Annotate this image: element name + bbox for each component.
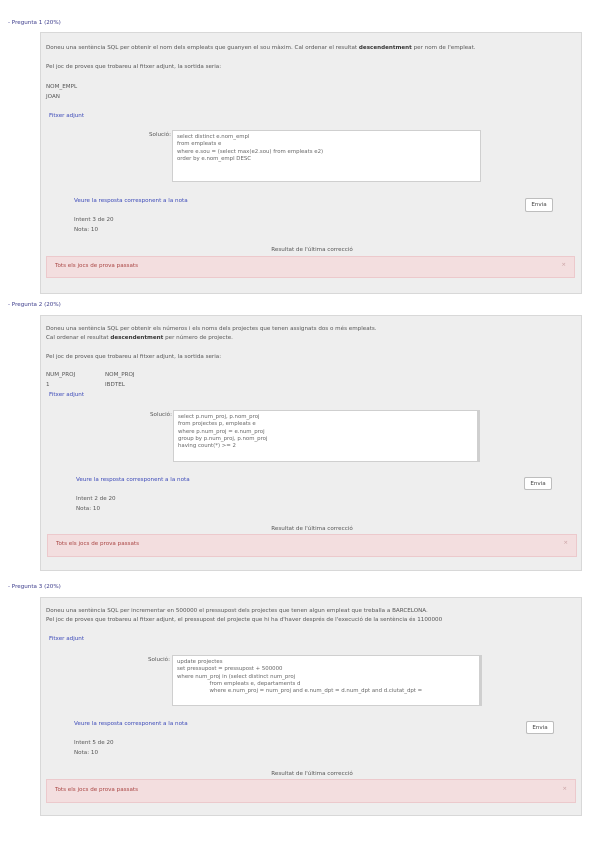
question-3-answer-link[interactable]: Veure la resposta corresponent a la nota: [74, 721, 188, 727]
code-line: select p.num_proj, p.nom_proj: [178, 414, 260, 420]
code-line: group by p.num_proj, p.nom_proj: [178, 435, 268, 442]
grade: Nota: 10: [74, 227, 99, 233]
code-line: from empleats e: [177, 141, 222, 148]
alert-text: Tots els jocs de prova passats: [55, 263, 138, 269]
output-header-col-2: NOM_PROJ: [105, 372, 135, 378]
question-1-heading: - Pregunta 1 (20%): [8, 20, 61, 26]
code-line: set pressupost = pressupost + 500000: [177, 666, 283, 673]
question-3-statement-line-2: Pel joc de proves que trobareu al fitxer adjunt, el pressupost del projecte que hi ha d'haver després de l'execució de la sentència és 1100000: [46, 617, 443, 623]
code-line: where num_proj in (select distinct num_proj: [177, 673, 296, 680]
question-1-statement: Doneu una sentència SQL per obtenir el nom dels empleats que guanyen el sou màxim. Cal ordenar el resultat descendentment per nom de l'empleat.: [46, 45, 476, 51]
output-row-col-2: IBDTEL: [105, 382, 125, 388]
question-1-answer-link[interactable]: Veure la resposta corresponent a la nota: [74, 198, 188, 204]
output-header: NOM_EMPL: [46, 84, 78, 90]
result-title: Resultat de l'última correcció: [271, 526, 353, 532]
question-2-statement-line-2: Cal ordenar el resultat descendentment per número de projecte.: [46, 335, 233, 341]
code-line: order by e.nom_empl DESC: [177, 155, 252, 162]
question-1-panel: [40, 32, 582, 294]
question-1-test-intro: Pel joc de proves que trobareu al fitxer adjunt, la sortida seria:: [46, 64, 222, 70]
question-3-attachment-link[interactable]: Fitxer adjunt: [49, 636, 85, 642]
output-row: JOAN: [46, 94, 60, 100]
alert-text: Tots els jocs de prova passats: [56, 541, 139, 547]
question-3-panel: [40, 597, 582, 816]
scrollbar[interactable]: [477, 411, 479, 461]
question-3-solution-textarea[interactable]: [172, 655, 482, 706]
solution-label: Solució:: [147, 657, 170, 663]
question-3-heading: - Pregunta 3 (20%): [8, 584, 61, 590]
question-2-heading: - Pregunta 2 (20%): [8, 302, 61, 308]
code-line: update projectes: [177, 659, 223, 665]
output-header-col-1: NUM_PROJ: [46, 372, 76, 378]
attempt-counter: Intent 5 de 20: [74, 740, 114, 746]
code-line: from empleats e, departaments d: [177, 680, 301, 687]
close-icon[interactable]: ×: [561, 262, 566, 268]
success-alert: [46, 779, 576, 803]
question-3-send-button[interactable]: Envia: [526, 721, 554, 734]
code-line: from projectes p, empleats e: [178, 421, 256, 428]
close-icon[interactable]: ×: [563, 540, 568, 546]
solution-label: Solució:: [149, 412, 172, 418]
question-2-test-intro: Pel joc de proves que trobareu al fitxer adjunt, la sortida seria:: [46, 354, 222, 360]
output-row-col-1: 1: [46, 382, 50, 388]
code-line: having count(*) >= 2: [178, 443, 236, 450]
question-1-send-button[interactable]: Envia: [525, 198, 553, 212]
close-icon[interactable]: ×: [562, 786, 567, 792]
success-alert: [46, 256, 575, 278]
grade: Nota: 10: [74, 750, 99, 756]
code-line: where e.num_proj = num_proj and e.num_dpt = d.num_dpt and d.ciutat_dpt =: [177, 688, 423, 695]
code-line: where e.sou = (select max(e2.sou) from empleats e2): [177, 148, 324, 155]
success-alert: [47, 534, 577, 557]
result-title: Resultat de l'última correcció: [271, 771, 353, 777]
attempt-counter: Intent 3 de 20: [74, 217, 114, 223]
question-2-answer-link[interactable]: Veure la resposta corresponent a la nota: [76, 477, 190, 483]
question-2-send-button[interactable]: Envia: [524, 477, 552, 490]
scrollbar[interactable]: [479, 656, 481, 705]
question-2-panel: [40, 315, 582, 571]
attempt-counter: Intent 2 de 20: [76, 496, 116, 502]
question-1-attachment-link[interactable]: Fitxer adjunt: [49, 113, 85, 119]
question-3-statement-line-1: Doneu una sentència SQL per incrementar en 500000 el pressupost dels projectes que tenen algun empleat que treballa a BARCELONA.: [46, 608, 428, 614]
question-2-statement-line-1: Doneu una sentència SQL per obtenir els números i els noms dels projectes que tenen assignats dos o més empleats.: [46, 326, 377, 332]
code-line: select distinct e.nom_empl: [177, 134, 250, 140]
code-line: where p.num_proj = e.num_proj: [178, 428, 265, 435]
result-title: Resultat de l'última correcció: [271, 247, 353, 253]
question-2-attachment-link[interactable]: Fitxer adjunt: [49, 392, 85, 398]
question-1-solution-textarea[interactable]: [172, 130, 481, 182]
question-2-solution-textarea[interactable]: [173, 410, 480, 462]
grade: Nota: 10: [76, 506, 101, 512]
alert-text: Tots els jocs de prova passats: [55, 787, 138, 793]
solution-label: Solució:: [148, 132, 171, 138]
